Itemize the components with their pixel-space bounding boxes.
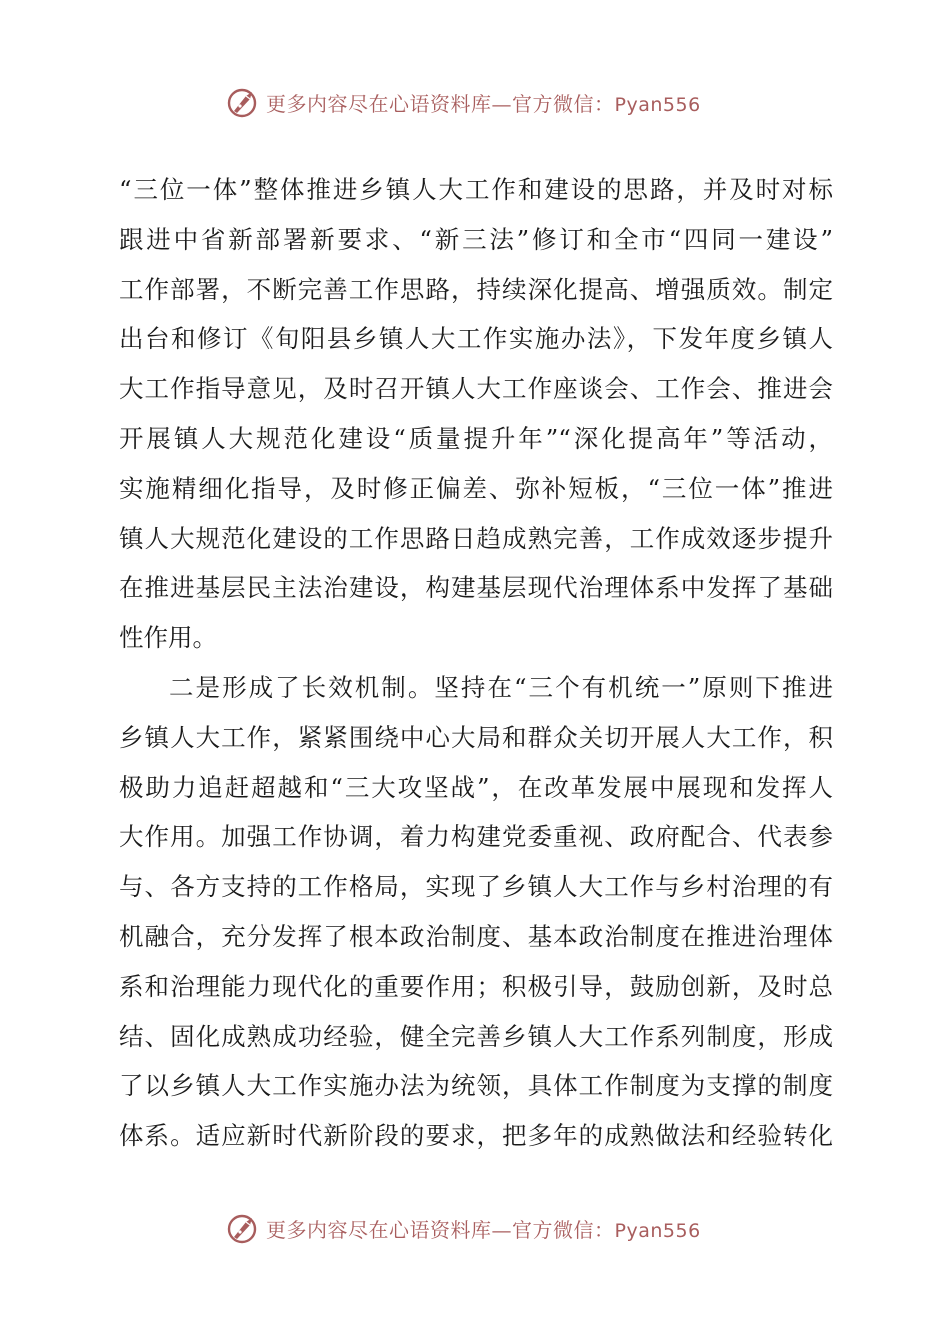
pen-nib-icon	[226, 1210, 262, 1246]
document-body	[119, 165, 833, 1161]
footer-banner	[226, 1208, 746, 1248]
banner-wechat-id: Pyan556	[614, 93, 701, 116]
banner-text-cn: 更多内容尽在心语资料库—官方微信：	[266, 91, 615, 116]
banner-text	[266, 88, 701, 117]
text-line: 极助力追赶超越和“三大攻坚战”，在改革发展中展现和发挥人	[119, 772, 833, 802]
text-line: 乡镇人大工作，紧紧围绕中心大局和群众关切开展人大工作，积	[119, 722, 833, 752]
text-line: 大作用。加强工作协调，着力构建党委重视、政府配合、代表参	[119, 822, 833, 852]
header-banner	[226, 82, 746, 122]
text-line: 大工作指导意见，及时召开镇人大工作座谈会、工作会、推进会	[119, 374, 833, 404]
text-line: “三位一体”整体推进乡镇人大工作和建设的思路，并及时对标	[119, 175, 833, 204]
text-line: 结、固化成熟成功经验，健全完善乡镇人大工作系列制度，形成	[119, 1021, 833, 1051]
text-line: 出台和修订《旬阳县乡镇人大工作实施办法》，下发年度乡镇人	[119, 324, 833, 354]
text-line: 与、各方支持的工作格局，实现了乡镇人大工作与乡村治理的有	[119, 872, 833, 902]
text-line: 系和治理能力现代化的重要作用；积极引导，鼓励创新，及时总	[119, 971, 833, 1001]
text-line: 性作用。	[119, 623, 217, 653]
text-line: 二是形成了长效机制。坚持在“三个有机统一”原则下推进	[169, 672, 833, 702]
text-line: 机融合，充分发挥了根本政治制度、基本政治制度在推进治理体	[119, 921, 833, 951]
text-line: 体系。适应新时代新阶段的要求，把多年的成熟做法和经验转化	[119, 1121, 833, 1151]
text-line: 在推进基层民主法治建设，构建基层现代治理体系中发挥了基础	[119, 573, 833, 603]
pen-nib-icon	[226, 84, 262, 120]
banner-text-cn: 更多内容尽在心语资料库—官方微信：	[266, 1217, 615, 1242]
text-line: 工作部署，不断完善工作思路，持续深化提高、增强质效。制定	[119, 274, 833, 304]
text-line: 开展镇人大规范化建设“质量提升年”“深化提高年”等活动，	[119, 423, 833, 453]
text-line: 了以乡镇人大工作实施办法为统领，具体工作制度为支撑的制度	[119, 1071, 833, 1101]
text-line: 实施精细化指导，及时修正偏差、弥补短板，“三位一体”推进	[119, 473, 833, 503]
text-line: 镇人大规范化建设的工作思路日趋成熟完善，工作成效逐步提升	[119, 523, 833, 553]
banner-wechat-id: Pyan556	[614, 1219, 701, 1242]
text-line: 跟进中省新部署新要求、“新三法”修订和全市“四同一建设”	[119, 224, 833, 254]
banner-text	[266, 1214, 701, 1243]
